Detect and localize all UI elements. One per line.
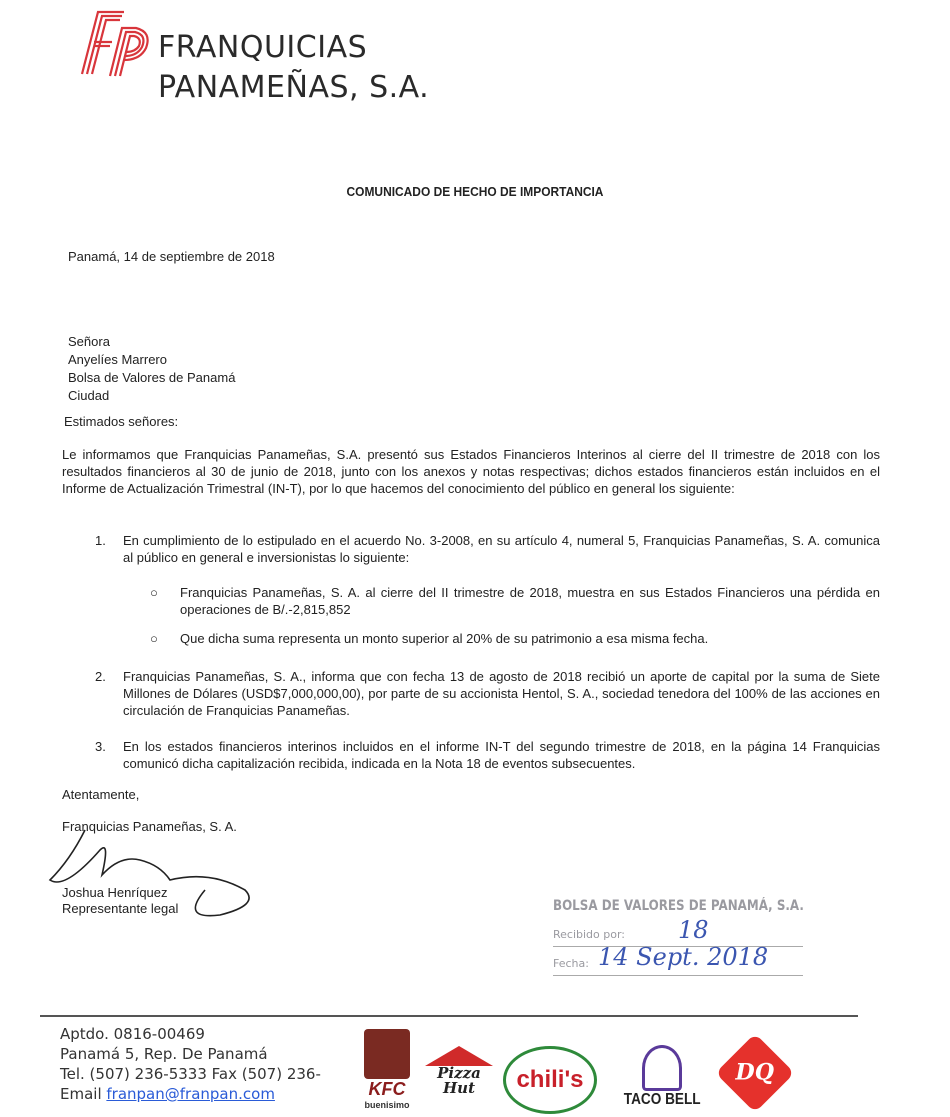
list-item-2: [95, 668, 880, 719]
company-logo: [62, 4, 154, 78]
stamp-received-value: 18: [678, 916, 709, 944]
stamp-header: BOLSA DE VALORES DE PANAMÁ, S.A.: [553, 898, 804, 914]
company-name-line1: FRANQUICIAS: [158, 30, 368, 65]
intro-paragraph: Le informamos que Franquicias Panameñas, S.A. presentó sus Estados Financieros Interinos al cierre del II trimestre de 2018 con los resultados financieros al 30 de junio de 2018, junto con los anexos y notas respectivas; dichos estados financieros están incluidos en el Informe de Actualización Trimestral (IN-T), por lo que hacemos del conocimiento del público en general los siguiente:: [62, 447, 880, 496]
salutation: Estimados señores:: [64, 414, 179, 429]
list-item-3: [95, 738, 880, 772]
pizza-hut-label: Pizza Hut: [437, 1064, 481, 1097]
footer-contact: [60, 1024, 321, 1104]
bullet-text: Franquicias Panameñas, S. A. al cierre del II trimestre de 2018, muestra en sus Estados Financieros una pérdida en operaciones de B/.-2,815,852: [180, 585, 880, 617]
recipient-line: Anyelíes Marrero: [68, 352, 167, 367]
document-title: COMUNICADO DE HECHO DE IMPORTANCIA: [346, 184, 604, 199]
stamp-received-label: Recibido por:: [553, 928, 626, 941]
item-number: 1.: [95, 533, 106, 548]
pizza-hut-logo: [424, 1036, 494, 1106]
chilis-label: chili's: [516, 1066, 584, 1093]
sub-bullet-2: [150, 630, 880, 647]
company-name: [158, 28, 429, 108]
item-number: 2.: [95, 669, 106, 684]
letter-date: Panamá, 14 de septiembre de 2018: [68, 249, 275, 264]
closing: Atentamente,: [62, 787, 140, 802]
item-text: En cumplimiento de lo estipulado en el acuerdo No. 3-2008, en su artículo 4, numeral 5, Franquicias Panameñas, S. A. comunica al público en general e inversionistas lo siguiente:: [123, 533, 880, 565]
footer-email-link[interactable]: franpan@franpan.com: [106, 1085, 275, 1103]
taco-bell-logo: [612, 1040, 712, 1114]
stamp-date-label: Fecha:: [553, 957, 589, 970]
footer-address-2: Panamá 5, Rep. De Panamá: [60, 1045, 268, 1063]
kfc-logo: [352, 1024, 422, 1114]
company-name-line2: PANAMEÑAS, S.A.: [158, 70, 430, 105]
chilis-logo: [503, 1046, 597, 1114]
item-text: En los estados financieros interinos incluidos en el informe IN-T del segundo trimestre de 2018, en la página 14 Franquicias comunicó dicha capitalización recibida, indicada en la Nota 18 de eventos subsecuentes.: [123, 739, 880, 771]
dq-label: DQ: [735, 1060, 775, 1086]
stamp-date-value: 14 Sept. 2018: [598, 943, 769, 971]
footer-divider: [40, 1015, 858, 1017]
footer-address-1: Aptdo. 0816-00469: [60, 1025, 205, 1043]
recipient-line: Bolsa de Valores de Panamá: [68, 370, 236, 385]
footer-phone: Tel. (507) 236-5333 Fax (507) 236-: [60, 1065, 321, 1083]
sub-bullet-1: [150, 584, 880, 618]
recipient-line: Señora: [68, 334, 110, 349]
recipient-line: Ciudad: [68, 388, 110, 403]
bullet-text: Que dicha suma representa un monto superior al 20% de su patrimonio a esa misma fecha.: [180, 631, 709, 646]
item-text: Franquicias Panameñas, S. A., informa que con fecha 13 de agosto de 2018 recibió un aporte de capital por la suma de Siete Millones de Dólares (USD$7,000,000,00), por parte de su accionista Hentol, S. A., sociedad tenedora del 100% de las acciones en circulación de Franquicias Panameñas.: [123, 669, 880, 718]
kfc-sub: buenisimo: [364, 1099, 410, 1110]
signatory-company: Franquicias Panameñas, S. A.: [62, 819, 237, 834]
dq-logo: [715, 1033, 794, 1112]
bullet-circle-icon: ○: [150, 585, 158, 600]
signatory-name: Joshua Henríquez: [62, 885, 168, 900]
recipient-block: [68, 333, 235, 405]
list-item-1: [95, 532, 880, 566]
signatory-role: Representante legal: [62, 901, 179, 916]
item-number: 3.: [95, 739, 106, 754]
footer-email-label: Email: [60, 1085, 107, 1103]
taco-bell-label: TACO BELL: [623, 1091, 701, 1108]
kfc-label: KFC: [368, 1078, 406, 1099]
bullet-circle-icon: ○: [150, 631, 158, 646]
reception-stamp: [553, 898, 848, 976]
